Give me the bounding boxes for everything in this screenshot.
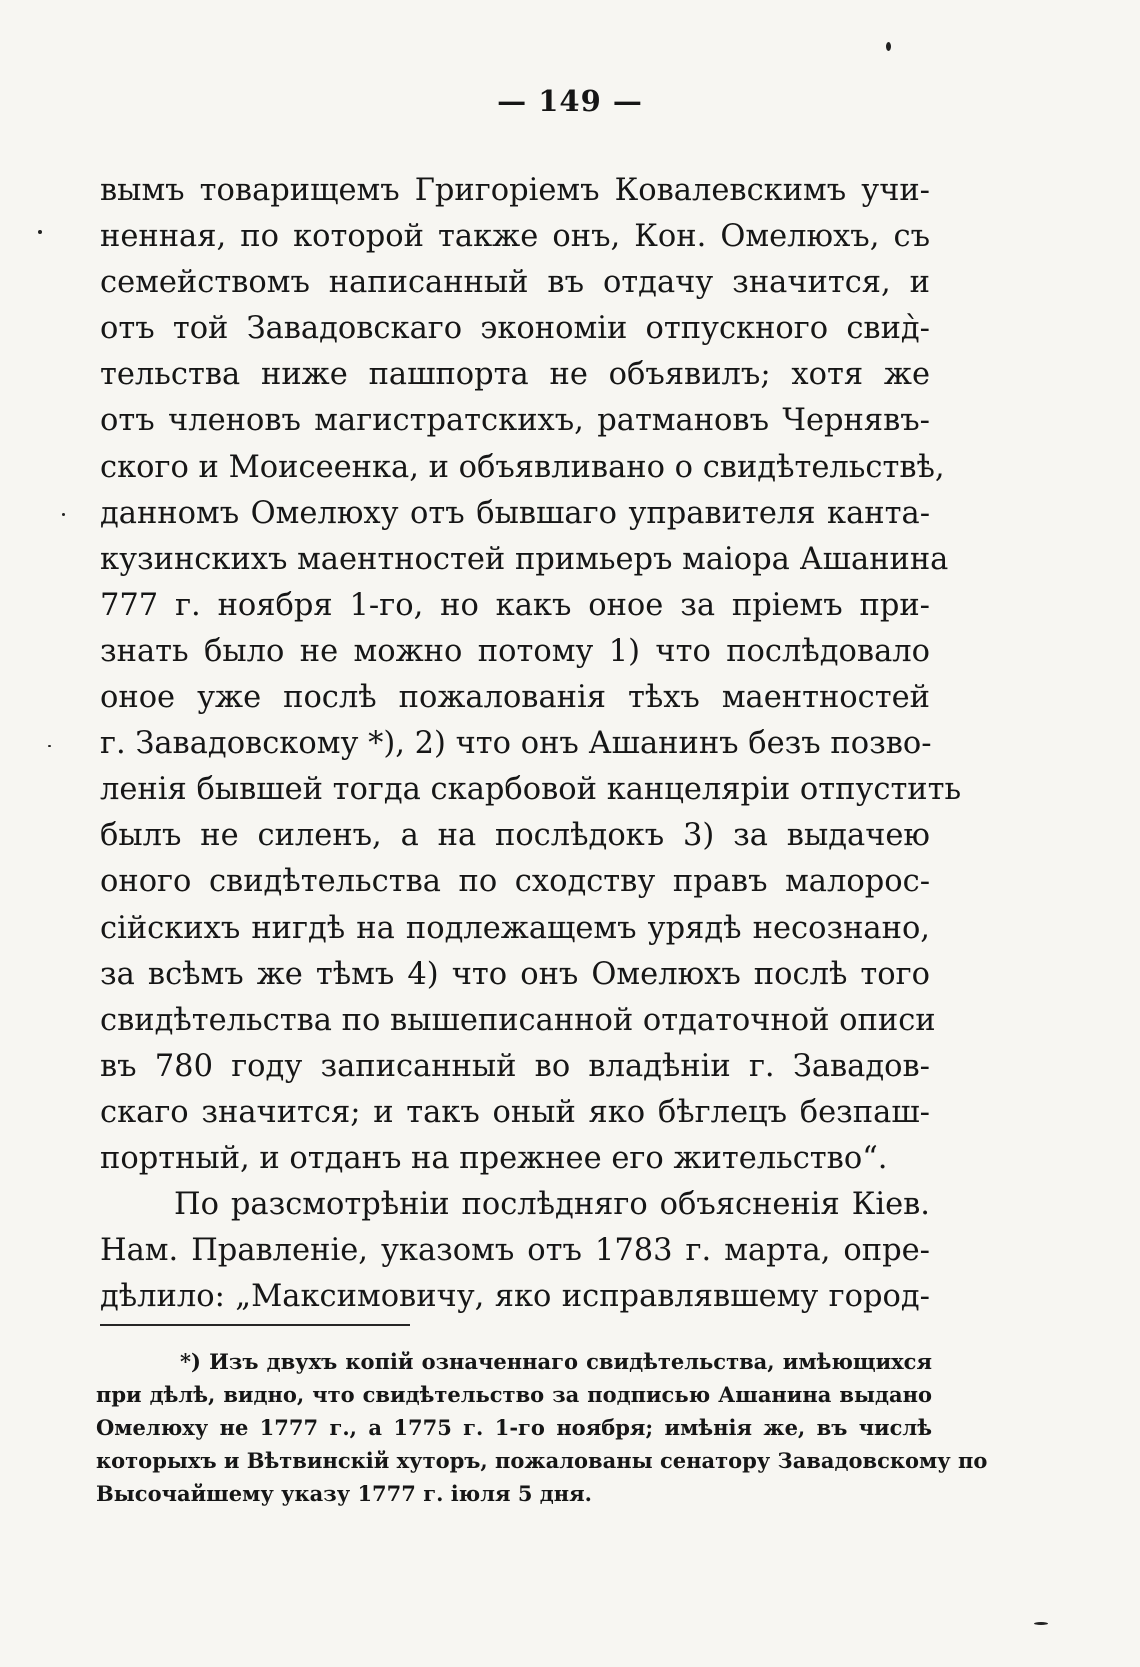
text-line: свидѣтельства по вышеписанной отдаточной описи [100, 1002, 936, 1038]
text-line: оное уже послѣ пожалованія тѣхъ маентностей [100, 680, 930, 716]
text-line: дѣлило: „Максимовичу, яко исправлявшему город- [100, 1279, 930, 1315]
text-line: тельства ниже пашпорта не объявилъ; хотя же [100, 357, 930, 393]
text-line: 777 г. ноября 1-го, но какъ оное за пріемъ при- [100, 587, 930, 623]
text-line: знать было не можно потому 1) что послѣдовало [100, 633, 930, 669]
text-line: отъ членовъ магистратскихъ, ратмановъ Чернявъ- [100, 403, 930, 439]
text-line: ленія бывшей тогда скарбовой канцеляріи отпустить [100, 772, 962, 808]
footnote-line: *) Изъ двухъ копій означеннаго свидѣтельства, имѣющихся [180, 1349, 932, 1374]
footnote-line: при дѣлѣ, видно, что свидѣтельство за подписью Ашанина выдано [96, 1382, 932, 1407]
footnote-line: которыхъ и Вѣтвинскій хуторъ, пожалованы сенатору Завадовскому по [96, 1448, 988, 1473]
text-line: ского и Моисеенка, и объявливано о свидѣтельствѣ, [100, 449, 945, 485]
print-speck [48, 745, 51, 747]
print-speck [62, 513, 65, 516]
paragraph-start-line: По разсмотрѣніи послѣдняго объясненія Кіев. [174, 1187, 930, 1223]
text-line: вымъ товарищемъ Григоріемъ Ковалевскимъ учи- [100, 173, 930, 208]
main-text [100, 168, 962, 1320]
text-line: ненная, по которой также онъ, Кон. Омелюхъ, съ [100, 219, 930, 255]
text-line: сійскихъ нигдѣ на подлежащемъ урядѣ несознано, [100, 910, 930, 946]
text-line: былъ не силенъ, а на послѣдокъ 3) за выдачею [100, 818, 930, 854]
text-line: скаго значится; и такъ оный яко бѣглецъ безпаш- [100, 1094, 930, 1130]
text-line: данномъ Омелюху отъ бывшаго управителя канта- [100, 495, 930, 531]
text-line: за всѣмъ же тѣмъ 4) что онъ Омелюхъ послѣ того [100, 956, 930, 992]
text-line: г. Завадовскому *), 2) что онъ Ашанинъ безъ позво- [100, 726, 932, 762]
page-number: — 149 — [497, 84, 643, 118]
text-line: кузинскихъ маентностей примьеръ маіора Ашанина [100, 541, 949, 577]
print-speck [1034, 1622, 1048, 1625]
text-line: Нам. Правленіе, указомъ отъ 1783 г. марта, опре- [100, 1233, 930, 1269]
text-line: отъ той Завадовскаго экономіи отпускного свид̀- [100, 311, 930, 347]
text-line: семействомъ написанный въ отдачу значится, и [100, 265, 930, 301]
print-speck [886, 42, 891, 51]
footnote-line: Высочайшему указу 1777 г. іюля 5 дня. [96, 1481, 592, 1506]
footnote [96, 1345, 988, 1510]
text-line: оного свидѣтельства по сходству правъ малорос- [100, 864, 930, 900]
text-line: въ 780 году записанный во владѣніи г. Завадов- [100, 1048, 930, 1084]
footnote-divider [100, 1324, 410, 1326]
footnote-line: Омелюху не 1777 г., а 1775 г. 1-го ноября; имѣнія же, въ числѣ [96, 1415, 932, 1440]
print-speck [38, 230, 42, 234]
paragraph-end-line: портный, и отданъ на прежнее его жительство“. [100, 1140, 888, 1176]
